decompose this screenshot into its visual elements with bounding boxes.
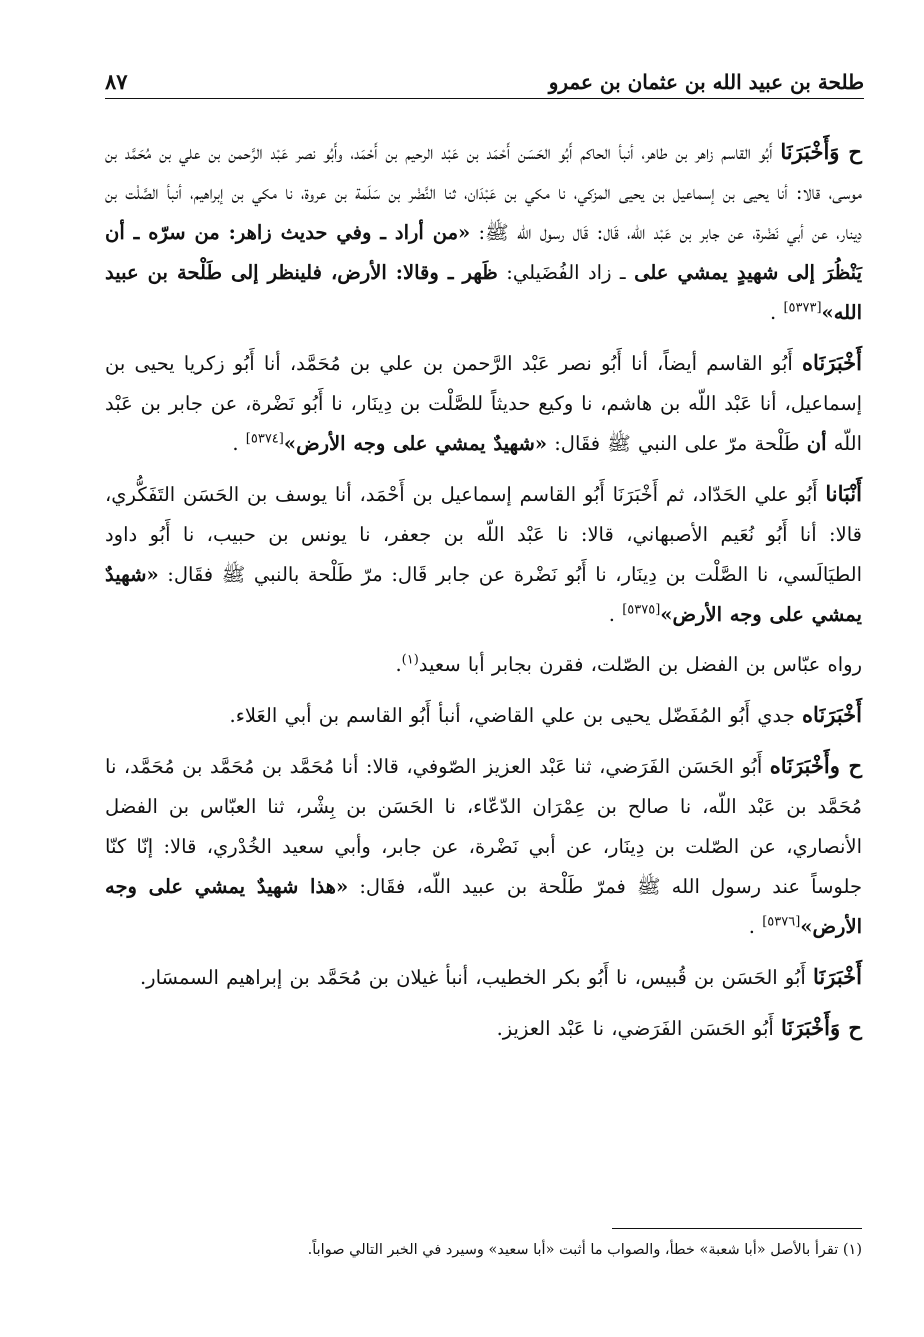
isnad-marker: ح <box>839 753 862 778</box>
paragraph-6 <box>105 746 862 947</box>
running-title: طلحة بن عبيد الله بن عثمان بن عمرو <box>548 70 864 94</box>
emphasis-word: أن <box>806 432 827 455</box>
isnad-keyword: وَأَخْبَرَنَا <box>780 139 840 164</box>
isnad-marker: ح <box>839 139 862 164</box>
hadith-text: «شهيدٌ يمشي على وجه الأرض» <box>283 432 548 455</box>
isnad-marker: ح <box>840 1015 862 1040</box>
isnad-keyword: أَخْبَرَنَاه <box>802 350 862 375</box>
isnad-text: جدي أَبُو المُفَضّل يحيى بن علي القاضي، أنبأ أَبُو القاسم بن أبي العَلاء. <box>229 704 802 727</box>
isnad-keyword: أَنْبَانا <box>825 481 862 506</box>
paragraph-7 <box>105 957 862 998</box>
note-text: رواه عبّاس بن الفضل بن الصّلت، فقرن بجابر أبا سعيد <box>418 653 862 676</box>
paragraph-1 <box>105 132 862 333</box>
isnad-keyword: وَأَخْبَرَنَا <box>781 1015 841 1040</box>
sentence-end: . <box>395 653 402 676</box>
paragraph-8 <box>105 1008 862 1049</box>
isnad-text: أَبُو القاسم زاهر بن طاهر، أنبأ الحاكم أَبُو الحَسَن أَحْمَد بن عَبْد الرحيم بن أَحْمَد، وأَبُو نصر عَبْد الرَّحمن بن علي بن مُحَمَّد بن موسى، قالا: أنا يحيى بن إسماعيل بن يحيى المزكي، نا مكي بن عَبْدَان، ثنا النَّضْر بن سَلَمة بن عروة، نا مكي بن إبراهيم، أنبأ الصَّلْت بن دِينار، عن أبي نَضْرة، عن جابر بن عَبْد اللّه، قَال: قَال رسول الله ﷺ: <box>105 141 862 244</box>
hadith-text: «هذا شهيدٌ يمشي على وجه الأرض» <box>105 875 862 938</box>
paragraph-5 <box>105 695 862 736</box>
hadith-number: [٥٣٧٣] <box>783 300 822 316</box>
isnad-text: أَبُو علي الحَدّاد، ثم أَخْبَرَنَا أَبُو القاسم إسماعيل بن أَحْمَد، أنا يوسف بن الحَسَن التَفَكُّري، قالا: أنا أَبُو نُعَيم الأصبهاني، قالا: نا عَبْد اللّه بن جعفر، نا يونس بن حبيب، نا أَبُو داود الطيَالَسي، نا الصَّلْت بن دِينَار، نا أَبُو نَضْرة عن جابر قَال: مرّ طَلْحة بالنبي ﷺ فقَال: <box>105 483 862 586</box>
sentence-end: . <box>232 432 239 455</box>
hadith-text-continued: ظَهر ـ وقالا: الأرض، فلينظر إلى طَلْحة بن عبيد الله» <box>105 261 862 324</box>
isnad-text: أَبُو القاسم أيضاً، أنا أَبُو نصر عَبْد الرَّحمن بن علي بن مُحَمَّد، أنا أَبُو زكريا يحيى بن إسماعيل، أنا عَبْد اللّه بن هاشم، نا وكيع حديثاً للصَّلْت بن دِينَار، نا أَبُو نَضْرة، عن جابر بن عَبْد اللّه <box>105 352 862 455</box>
isnad-text: أَبُو الحَسَن الفَرَضي، ثنا عَبْد العزيز الصّوفي، قالا: أنا مُحَمَّد بن مُحَمَّد بن مُحَمَّد، نا مُحَمَّد بن عَبْد اللّه، نا صالح بن عِمْرَان الدّعّاء، نا الحَسَن بن بِشْر، ثنا العبّاس بن الفضل الأنصاري، عن الصّلت بن دِينَار، عن أبي نَضْرة، عن جابر، وأبي سعيد الخُدْري، قالا: إنّا كنّا جلوساً عند رسول الله ﷺ فمرّ طَلْحة بن عبيد اللّه، فقَال: <box>105 755 862 898</box>
isnad-text: أَبُو الحَسَن بن قُبيس، نا أَبُو بكر الخطيب، أنبأ غيلان بن مُحَمَّد بن إبراهيم السمسَار. <box>139 966 814 989</box>
footnote-divider <box>612 1228 862 1229</box>
sentence-end: . <box>608 603 615 626</box>
hadith-text: «شهيدٌ يمشي على وجه الأرض» <box>105 563 862 626</box>
hadith-number: [٥٣٧٦] <box>762 914 801 930</box>
paragraph-2 <box>105 343 862 464</box>
paragraph-3 <box>105 474 862 635</box>
isnad-keyword: أَخْبَرَنَاه <box>802 702 862 727</box>
narrator-note: ـ زاد الفُضَيلي: <box>497 261 635 284</box>
footnote: (١) تقرأ بالأصل «أبا شعبة» خطأ، والصواب ما أثبت «أبا سعيد» وسيرد في الخبر التالي صواباً. <box>307 1242 862 1258</box>
main-text <box>105 132 862 1059</box>
isnad-text-continued: طَلْحة مرّ على النبي ﷺ فقَال: <box>547 432 807 455</box>
sentence-end: . <box>770 301 777 324</box>
isnad-keyword: أَخْبَرَنَا <box>813 964 862 989</box>
isnad-text: أَبُو الحَسَن الفَرَضي، نا عَبْد العزيز. <box>496 1017 781 1040</box>
paragraph-4 <box>105 645 862 685</box>
hadith-number: [٥٣٧٤] <box>245 431 284 447</box>
sentence-end: . <box>748 915 755 938</box>
page-number: ٨٧ <box>105 69 128 94</box>
footnote-marker: (١) <box>401 652 419 668</box>
isnad-keyword: وأَخْبَرَنَاه <box>769 753 840 778</box>
hadith-text: «من أراد ـ وفي حديث زاهر: من سرّه ـ أن يَنْظُرَ إلى شهيدٍ يمشي على <box>105 221 862 284</box>
running-header <box>105 60 864 99</box>
hadith-number: [٥٣٧٥] <box>622 602 661 618</box>
